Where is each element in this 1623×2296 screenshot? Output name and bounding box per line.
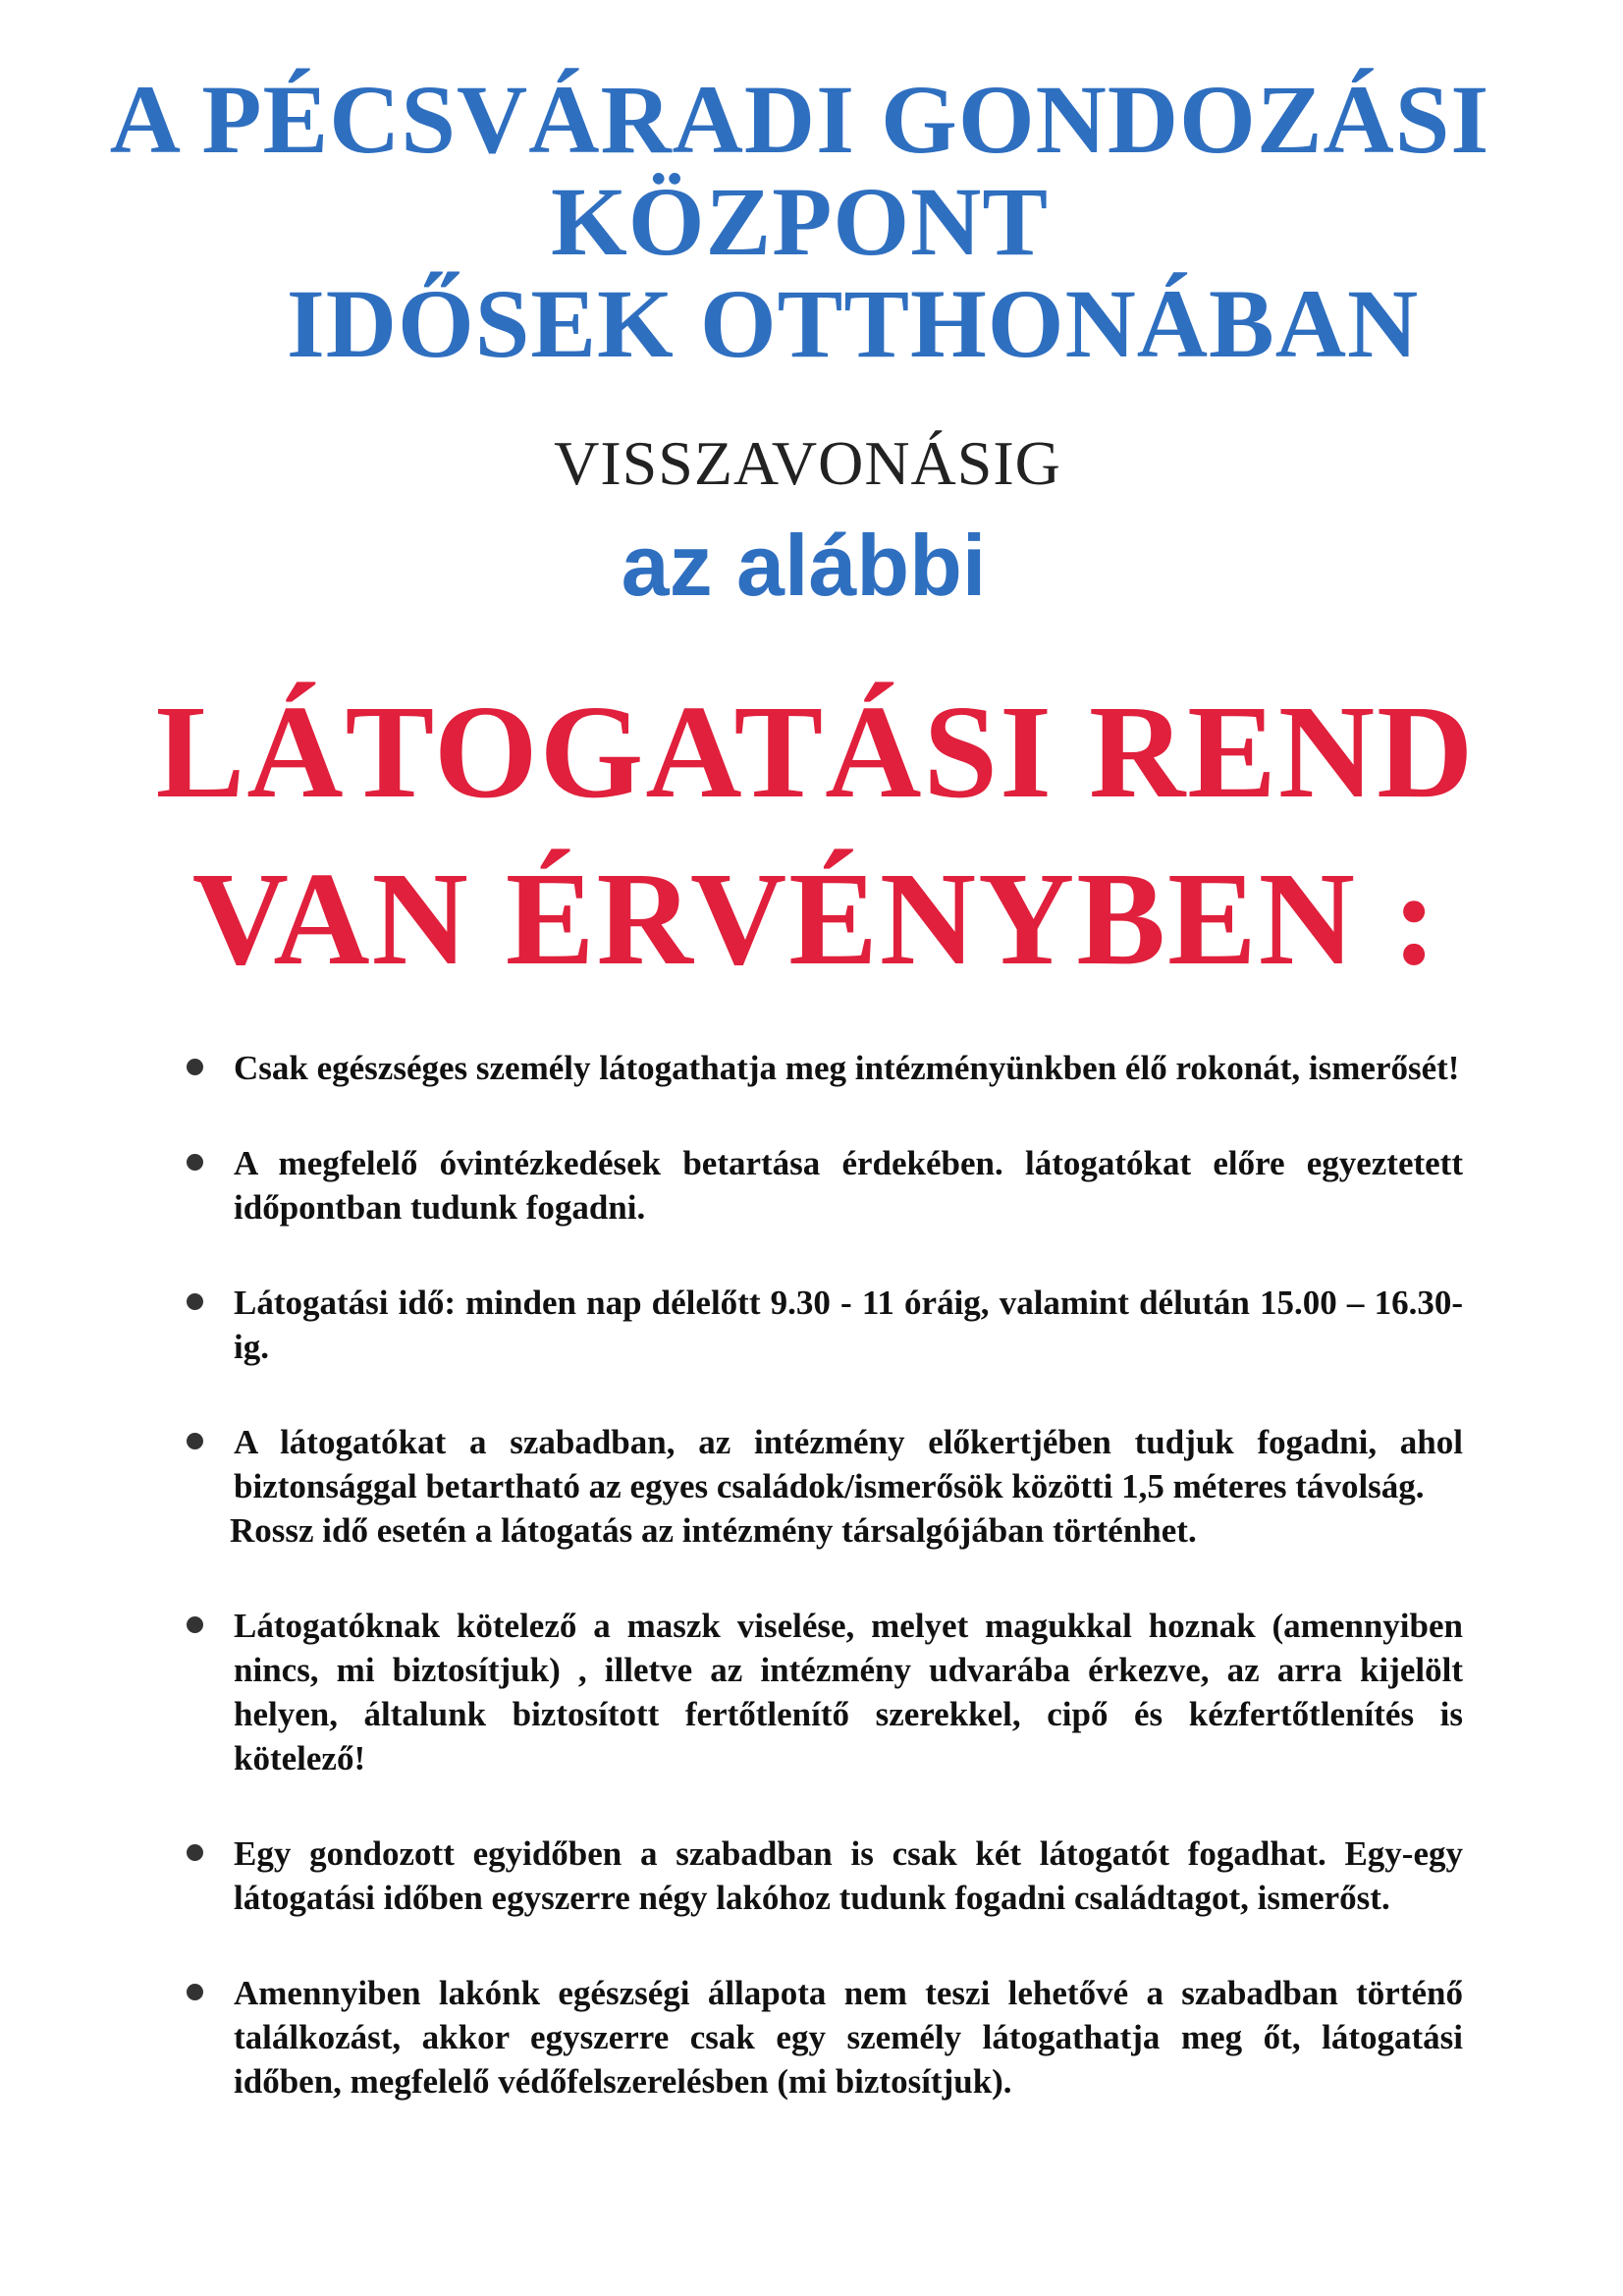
- rule-item: [187, 1046, 1463, 1090]
- headline-line-2: VAN ÉRVÉNYBEN :: [191, 846, 1439, 993]
- headline-line-1: LÁTOGATÁSI REND: [155, 679, 1476, 826]
- rule-item: [187, 1604, 1463, 1780]
- rule-item: [187, 1281, 1463, 1369]
- rule-item: [187, 1831, 1463, 1920]
- bullet-icon: [187, 1293, 203, 1310]
- rule-text: A megfelelő óvintézkedések betartása érdekében. látogatókat előre egyeztetett időpontban tudunk fogadni.: [234, 1144, 1463, 1227]
- title-line-2: KÖZPONT: [550, 167, 1050, 276]
- bullet-icon: [187, 1616, 203, 1633]
- lead-text: az alábbi: [621, 517, 987, 614]
- rule-text: Amennyiben lakónk egészségi állapota nem teszi lehetővé a szabadban történő találkozást, akkor egyszerre csak egy személy látogathatja meg őt, látogatási időben, megfelelő védőfelszerelésben (mi biztosítjuk).: [234, 1974, 1463, 2101]
- subtitle: VISSZAVONÁSIG: [554, 428, 1061, 498]
- title-line-1: A PÉCSVÁRADI GONDOZÁSI: [109, 65, 1490, 174]
- rule-text: A látogatókat a szabadban, az intézmény előkertjében tudjuk fogadni, ahol biztonsággal betartható az egyes családok/ismerősök közötti 1,5 méteres távolság.: [234, 1423, 1463, 1505]
- bullet-icon: [187, 1433, 203, 1449]
- rule-text: Látogatási idő: minden nap délelőtt 9.30 - 11 óráig, valamint délután 15.00 – 16.30-ig.: [234, 1284, 1463, 1366]
- rule-item: [187, 1971, 1463, 2104]
- bullet-icon: [187, 1154, 203, 1171]
- rule-text: Csak egészséges személy látogathatja meg intézményünkben élő rokonát, ismerősét!: [234, 1049, 1460, 1087]
- rule-text: Egy gondozott egyidőben a szabadban is csak két látogatót fogadhat. Egy-egy látogatási időben egyszerre négy lakóhoz tudunk fogadni családtagot, ismerőst.: [234, 1834, 1463, 1917]
- rule-text: Látogatóknak kötelező a maszk viselése, melyet magukkal hoznak (amennyiben nincs, mi biztosítjuk) , illetve az intézmény udvarába érkezve, az arra kijelölt helyen, általunk biztosított fertőtlenítő szerekkel, cipő és kézfertőtlenítés is kötelező!: [234, 1607, 1463, 1777]
- bullet-icon: [187, 1844, 203, 1861]
- title-line-3: IDŐSEK OTTHONÁBAN: [286, 269, 1420, 378]
- rule-extra-text: Rossz idő esetén a látogatás az intézmény társalgójában történhet.: [230, 1511, 1197, 1550]
- rule-item: [187, 1141, 1463, 1230]
- rule-item: [187, 1420, 1463, 1553]
- bullet-icon: [187, 1984, 203, 2000]
- bullet-icon: [187, 1059, 203, 1075]
- rules-list: [187, 1046, 1463, 2155]
